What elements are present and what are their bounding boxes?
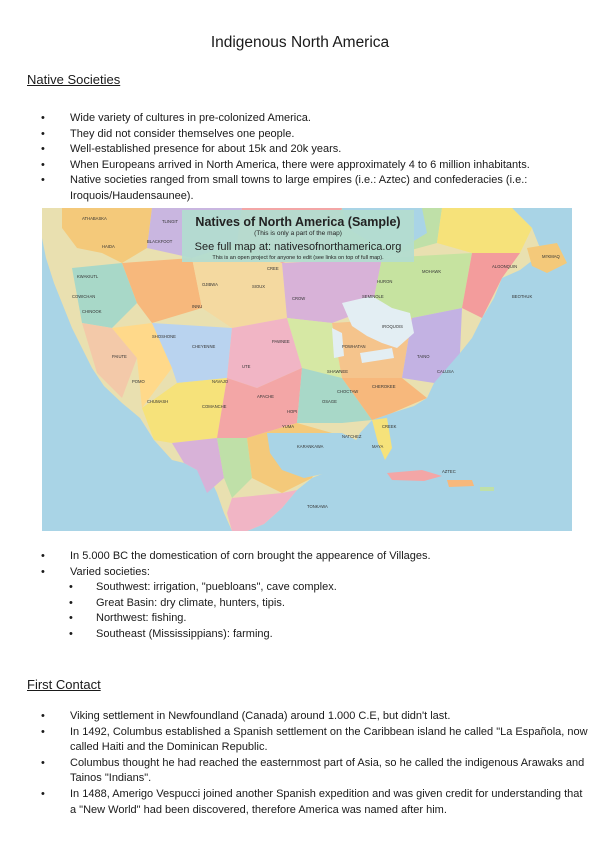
map-tribe-label: CALUSA (437, 369, 454, 374)
map-tribe-label: BLACKFOOT (147, 239, 173, 244)
map-tribe-label: SEMINOLE (362, 294, 384, 299)
map-tribe-label: POMO (132, 379, 145, 384)
map-tribe-label: COWICHAN (72, 294, 96, 299)
map-tribe-label: CREEK (382, 424, 397, 429)
map-tribe-label: TLINGIT (162, 219, 179, 224)
map-tribe-label: APACHE (257, 394, 274, 399)
map-tribe-label: CROW (292, 296, 306, 301)
map-tribe-label: SIOUX (252, 284, 266, 289)
natives-map-image (42, 208, 572, 531)
map-tribe-label: BEOTHUK (512, 294, 533, 299)
map-title: Natives of North America (Sample) (195, 215, 401, 229)
map-tribe-label: CREE (267, 266, 279, 271)
sub-list-item: • Southwest: irrigation, "puebloans", cave complex. (27, 580, 590, 596)
map-tribe-label: TONKAWA (307, 504, 328, 509)
map-tribe-label: CHOCTAW (337, 389, 359, 394)
map-tribe-label: ATHABASKA (82, 216, 107, 221)
map-tribe-label: KWAKIUTL (77, 274, 99, 279)
list-item: • Wide variety of cultures in pre-colonized America. (27, 111, 590, 127)
map-tribe-label: HOPI (287, 409, 298, 414)
map-tribe-label: HURON (377, 279, 393, 284)
map-tribe-label: ALGONQUIN (492, 264, 518, 269)
map-tribe-label: UTE (242, 364, 251, 369)
map-tribe-label: KARANKAWA (297, 444, 324, 449)
map-note: This is an open project for anyone to edit (see links on top of full map). (212, 255, 384, 261)
map-tribe-label: INNU (192, 304, 203, 309)
list-item: • Well-established presence for about 15k and 20k years. (27, 142, 590, 158)
list-item: • Viking settlement in Newfoundland (Canada) around 1.000 C.E, but didn't last. (27, 709, 590, 725)
map-tribe-label: POWHATAN (342, 344, 366, 349)
map-tribe-label: SHOSHONE (152, 334, 176, 339)
map-tribe-label: NATCHEZ (342, 434, 362, 439)
list-item: • Native societies ranged from small towns to large empires (i.e.: Aztec) and confederacies (i.e.: Iroquois/Haudensaunee). (27, 173, 590, 204)
map-tribe-label: OSAGE (322, 399, 337, 404)
map-tribe-label: IROQUOIS (382, 324, 403, 329)
native-societies-list-2 (27, 549, 590, 643)
map-tribe-label: CHEYENNE (192, 344, 216, 349)
map-tribe-label: CHINOOK (82, 309, 102, 314)
map-tribe-label: MOHAWK (422, 269, 442, 274)
list-item: • In 5.000 BC the domestication of corn brought the appearence of Villages. (27, 549, 590, 565)
map-tribe-label: NAVAJO (212, 379, 229, 384)
map-tribe-label: PAWNEE (272, 339, 290, 344)
native-societies-list (27, 111, 590, 205)
list-item: • Columbus thought he had reached the easternmost part of Asia, so he called the indigenous Arawaks and Tainos "Indians". (27, 756, 590, 787)
map-tribe-label: YUMA (282, 424, 295, 429)
page-title: Indigenous North America (210, 34, 390, 51)
map-tribe-label: PAIUTE (112, 354, 127, 359)
map-tribe-label: MAYA (372, 444, 384, 449)
list-item: • In 1488, Amerigo Vespucci joined another Spanish expedition and was given credit for understanding that a "New World" had been discovered, therefore America was named after him. (27, 787, 590, 818)
sub-list-item: • Southeast (Mississippians): farming. (27, 627, 590, 643)
list-item: • They did not consider themselves one people. (27, 127, 590, 143)
map-tribe-label: AZTEC (442, 469, 456, 474)
section-heading-native-societies: Native Societies (27, 72, 121, 87)
map-tribe-label: CHEROKEE (372, 384, 396, 389)
section-heading-first-contact: First Contact (27, 677, 101, 692)
map-subtitle: (This is only a part of the map) (254, 230, 342, 237)
list-item: • Varied societies: (27, 565, 590, 581)
first-contact-list (27, 709, 590, 818)
map-link-line: See full map at: nativesofnorthamerica.org (194, 241, 402, 253)
sub-list-item: • Northwest: fishing. (27, 611, 590, 627)
list-item: • When Europeans arrived in North America, there were approximately 4 to 6 million inhabitants. (27, 158, 590, 174)
list-item: • In 1492, Columbus established a Spanish settlement on the Caribbean island he called "La Española, now called Haiti and the Dominican Republic. (27, 725, 590, 756)
map-tribe-label: COMANCHE (202, 404, 227, 409)
map-tribe-label: HAIDA (102, 244, 115, 249)
sub-list-item: • Great Basin: dry climate, hunters, tipis. (27, 596, 590, 612)
map-tribe-label: CHUMASH (147, 399, 169, 404)
map-tribe-label: OJIBWA (202, 282, 218, 287)
map-tribe-label: TAINO (417, 354, 430, 359)
map-tribe-label: MI'KMAQ (542, 254, 560, 259)
map-tribe-label: SHAWNEE (327, 369, 349, 374)
